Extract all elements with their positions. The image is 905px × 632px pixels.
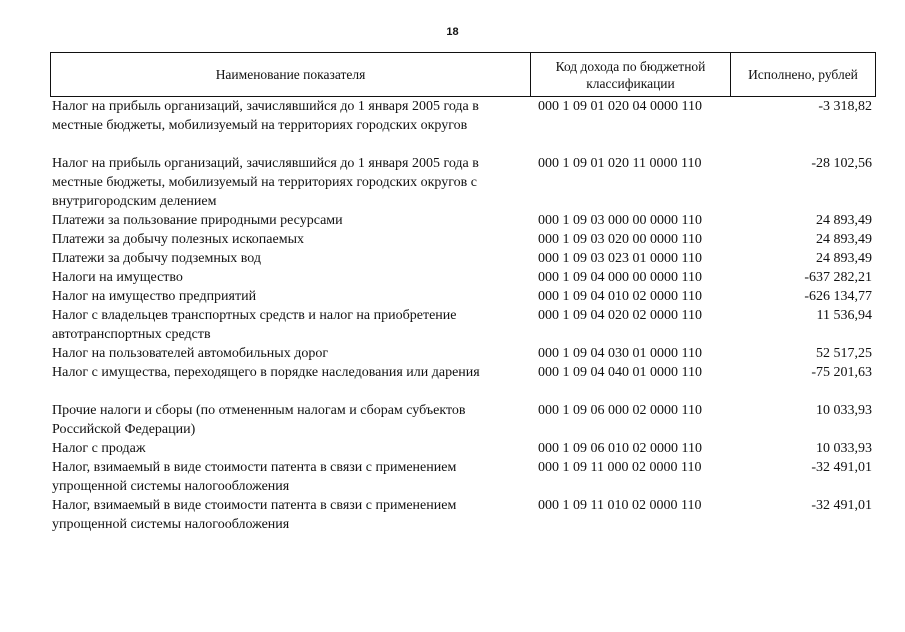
header-executed: Исполнено, рублей xyxy=(748,67,858,82)
table-row xyxy=(50,306,876,344)
row-name: Налоги на имущество xyxy=(52,270,183,285)
row-code: 000 1 09 01 020 11 0000 110 xyxy=(538,156,702,171)
row-code: 000 1 09 03 000 00 0000 110 xyxy=(538,213,702,228)
row-code: 000 1 09 11 010 02 0000 110 xyxy=(538,498,702,513)
row-name: Налог на прибыль организаций, зачислявшийся до 1 января 2005 года в местные бюджеты, мобилизуемый на территориях городских округов xyxy=(52,99,479,133)
row-code: 000 1 09 04 030 01 0000 110 xyxy=(538,346,702,361)
row-executed: -32 491,01 xyxy=(811,498,872,513)
row-code: 000 1 09 06 000 02 0000 110 xyxy=(538,403,702,418)
row-name: Налог на прибыль организаций, зачислявшийся до 1 января 2005 года в местные бюджеты, мобилизуемый на территориях городских округов с внутригородским делением xyxy=(52,156,479,209)
row-name: Налог на имущество предприятий xyxy=(52,289,257,304)
row-executed: 24 893,49 xyxy=(816,213,872,228)
table-header xyxy=(50,52,876,97)
table-row xyxy=(50,97,876,135)
table-row xyxy=(50,230,876,249)
row-name: Налог, взимаемый в виде стоимости патента в связи с применением упрощенной системы налогообложения xyxy=(52,460,457,494)
row-executed: 52 517,25 xyxy=(816,346,872,361)
row-code: 000 1 09 04 020 02 0000 110 xyxy=(538,308,702,323)
table-row xyxy=(50,496,876,534)
table-row xyxy=(50,363,876,382)
row-executed: 24 893,49 xyxy=(816,251,872,266)
row-name: Налог с продаж xyxy=(52,441,146,456)
row-executed: -626 134,77 xyxy=(804,289,872,304)
header-name: Наименование показателя xyxy=(51,53,531,96)
table-row xyxy=(50,268,876,287)
row-name: Прочие налоги и сборы (по отмененным налогам и сборам субъектов Российской Федерации) xyxy=(52,403,466,437)
table-row xyxy=(50,211,876,230)
row-name: Налог на пользователей автомобильных дорог xyxy=(52,346,329,361)
row-name: Платежи за пользование природными ресурсами xyxy=(52,213,343,228)
row-executed: -75 201,63 xyxy=(811,365,872,380)
row-executed: -3 318,82 xyxy=(818,99,872,114)
table-body xyxy=(50,97,876,534)
row-executed: -637 282,21 xyxy=(804,270,872,285)
row-code: 000 1 09 04 040 01 0000 110 xyxy=(538,365,702,380)
row-code: 000 1 09 11 000 02 0000 110 xyxy=(538,460,702,475)
row-executed: 10 033,93 xyxy=(816,441,872,456)
table-row xyxy=(50,287,876,306)
row-code: 000 1 09 04 010 02 0000 110 xyxy=(538,289,702,304)
table-row xyxy=(50,249,876,268)
row-name: Налог, взимаемый в виде стоимости патента в связи с применением упрощенной системы налогообложения xyxy=(52,498,457,532)
row-executed: -32 491,01 xyxy=(811,460,872,475)
revenue-table xyxy=(50,52,876,534)
header-code: Код дохода по бюджетной классификации xyxy=(531,53,731,96)
row-executed: -28 102,56 xyxy=(811,156,872,171)
table-row xyxy=(50,458,876,496)
row-code: 000 1 09 04 000 00 0000 110 xyxy=(538,270,702,285)
row-name: Платежи за добычу подземных вод xyxy=(52,251,262,266)
row-code: 000 1 09 03 023 01 0000 110 xyxy=(538,251,702,266)
table-row xyxy=(50,344,876,363)
table-row xyxy=(50,401,876,439)
row-code: 000 1 09 06 010 02 0000 110 xyxy=(538,441,702,456)
row-code: 000 1 09 01 020 04 0000 110 xyxy=(538,99,702,114)
row-code: 000 1 09 03 020 00 0000 110 xyxy=(538,232,702,247)
table-row xyxy=(50,439,876,458)
row-executed: 10 033,93 xyxy=(816,403,872,418)
row-executed: 11 536,94 xyxy=(816,308,872,323)
row-executed: 24 893,49 xyxy=(816,232,872,247)
row-name: Налог с имущества, переходящего в порядке наследования или дарения xyxy=(52,365,480,380)
row-name: Налог с владельцев транспортных средств и налог на приобретение автотранспортных средств xyxy=(52,308,457,342)
row-name: Платежи за добычу полезных ископаемых xyxy=(52,232,304,247)
page-number: 18 xyxy=(446,26,459,38)
table-row xyxy=(50,154,876,211)
